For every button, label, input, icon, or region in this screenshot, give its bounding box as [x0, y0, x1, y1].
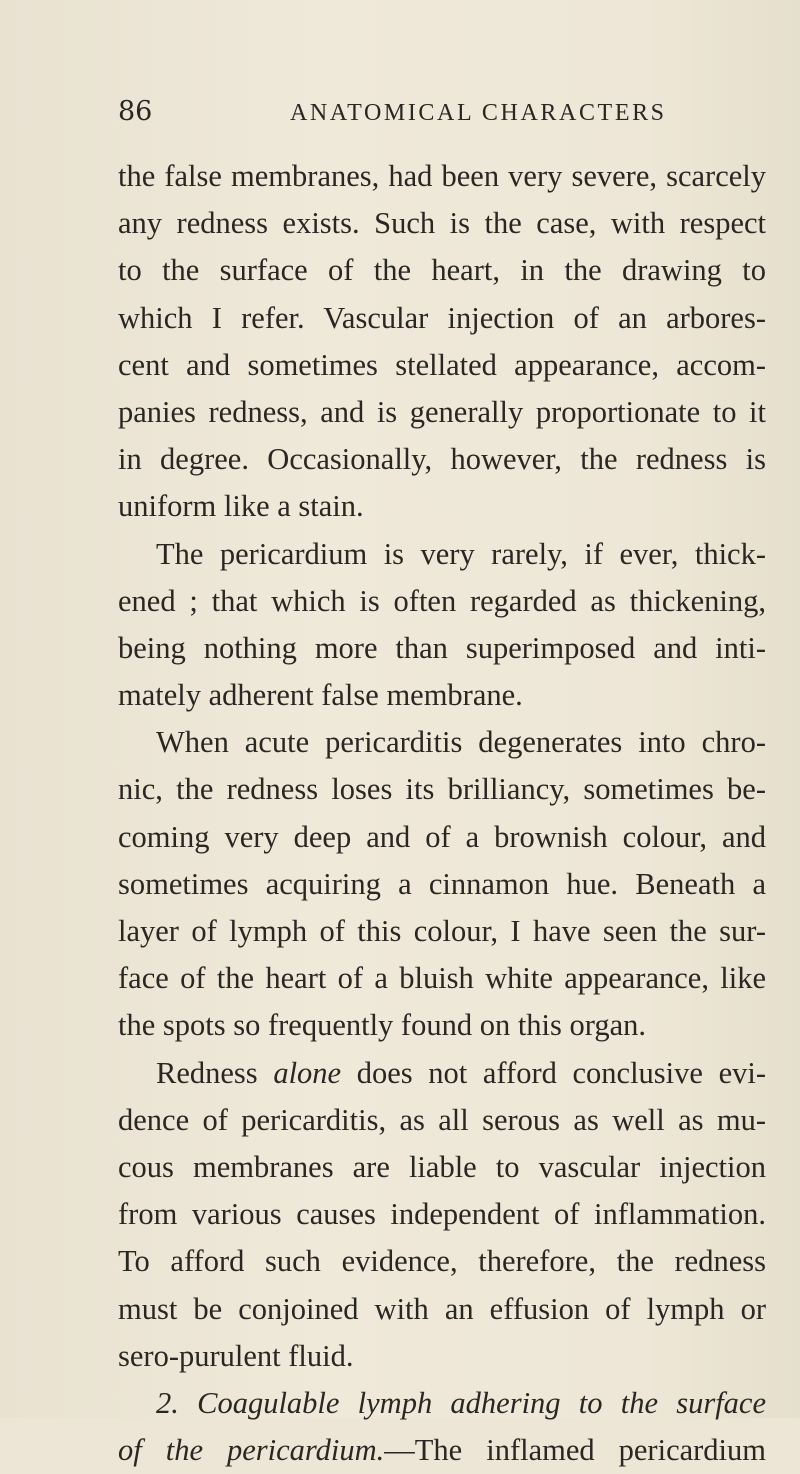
text-line: ened ; that which is often regarded as thickening,	[118, 583, 766, 618]
text-line: nic, the redness loses its brilliancy, sometimes be-	[118, 772, 766, 807]
italic-run: of the pericardium.	[118, 1433, 385, 1468]
page-number: 86	[118, 96, 153, 127]
italic-run: alone	[273, 1055, 342, 1090]
text-line: uniform like a stain.	[118, 489, 364, 524]
text-line: which I refer. Vascular injection of an arbores-	[118, 300, 766, 335]
text-line: cous membranes are liable to vascular injection	[118, 1149, 766, 1184]
text-line: in degree. Occasionally, however, the redness is	[118, 442, 766, 477]
page-header	[118, 96, 667, 132]
text-line: sometimes acquiring a cinnamon hue. Beneath a	[118, 866, 766, 901]
text-line: the false membranes, had been very severe, scarcely	[118, 159, 766, 193]
text-line: mately adherent false membrane.	[118, 678, 523, 713]
running-head: ANATOMICAL CHARACTERS	[290, 100, 667, 126]
text-line: face of the heart of a bluish white appearance, like	[118, 961, 766, 996]
section-heading-line	[118, 1380, 766, 1427]
text-line: coming very deep and of a brownish colour, and	[118, 819, 766, 854]
text-line: When acute pericarditis degenerates into chro-	[156, 725, 766, 760]
text-line: cent and sometimes stellated appearance, accom-	[118, 347, 766, 382]
text-line: to the surface of the heart, in the drawing to	[118, 253, 766, 288]
text-line: The pericardium is very rarely, if ever, thick-	[156, 536, 766, 571]
section-heading: 2. Coagulable lymph adhering to the surface	[156, 1385, 766, 1420]
text-line: being nothing more than superimposed and inti-	[118, 630, 766, 665]
text-line: layer of lymph of this colour, I have seen the sur-	[118, 914, 766, 948]
body-text	[118, 153, 766, 1474]
text-line: must be conjoined with an effusion of lymph or	[118, 1291, 766, 1326]
text-line: the spots so frequently found on this organ.	[118, 1008, 647, 1043]
text-run: does not afford conclusive evi-	[341, 1055, 766, 1090]
text-line	[118, 1427, 766, 1474]
text-line: dence of pericarditis, as all serous as well as mu-	[118, 1102, 766, 1137]
text-line	[118, 1050, 766, 1097]
text-line: sero-purulent fluid.	[118, 1338, 354, 1373]
text-line: panies redness, and is generally proportionate to it	[118, 394, 766, 429]
text-run: —The inflamed pericardium	[384, 1433, 766, 1468]
text-line: from various causes independent of inflammation.	[118, 1197, 766, 1232]
text-line: To afford such evidence, therefore, the redness	[118, 1244, 766, 1279]
text-line: any redness exists. Such is the case, with respect	[118, 206, 766, 241]
text-run: Redness	[156, 1055, 274, 1090]
